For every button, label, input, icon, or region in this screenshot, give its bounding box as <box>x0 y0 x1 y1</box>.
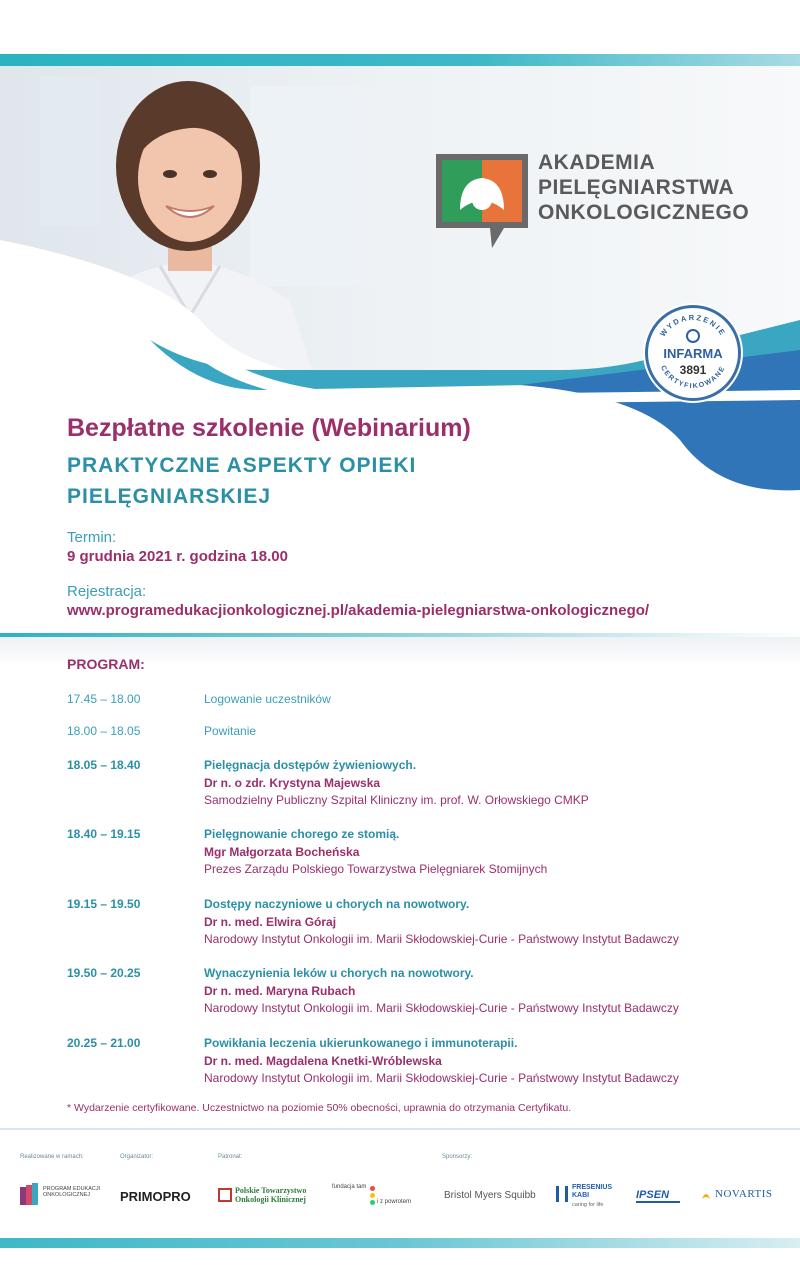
program-speaker: Dr n. o zdr. Krystyna Majewska <box>204 776 381 790</box>
bottom-accent-bar <box>0 1238 800 1248</box>
ipsen-text: IPSEN <box>636 1189 670 1201</box>
logo-line-1: AKADEMIA <box>538 151 656 174</box>
footer-label-sponsorzy: Sponsorzy: <box>442 1154 473 1160</box>
program-time: 17.45 – 18.00 <box>67 692 141 706</box>
date-value: 9 grudnia 2021 r. godzina 18.00 <box>67 548 288 565</box>
program-speaker: Mgr Małgorzata Bocheńska <box>204 845 360 859</box>
registration-link[interactable]: www.programedukacjionkologicznej.pl/akademia-pielegniarstwa-onkologicznego/ <box>67 602 650 619</box>
program-institution: Narodowy Instytut Onkologii im. Marii Skłodowskiej-Curie - Państwowy Instytut Badawczy <box>204 1071 679 1085</box>
nurse-cap-icon <box>432 150 532 250</box>
certification-badge <box>645 305 741 401</box>
novartis-flame-icon <box>700 1189 712 1201</box>
program-topic: Dostępy naczyniowe u chorych na nowotwory. <box>204 897 470 911</box>
program-institution: Narodowy Instytut Onkologii im. Marii Skłodowskiej-Curie - Państwowy Instytut Badawczy <box>204 1001 679 1015</box>
ptok-line-2: Onkologii Klinicznej <box>235 1195 306 1204</box>
badge-number: 3891 <box>679 363 707 377</box>
program-time: 18.00 – 18.05 <box>67 724 141 738</box>
program-topic: Powikłania leczenia ukierunkowanego i immunoterapii. <box>204 1036 518 1050</box>
program-topic: Logowanie uczestników <box>204 692 331 706</box>
program-topic: Wynaczynienia leków u chorych na nowotwory. <box>204 966 474 980</box>
ptok-mark-icon <box>218 1188 232 1202</box>
program-topic: Pielęgnowanie chorego ze stomią. <box>204 827 400 841</box>
akademia-logo <box>432 150 772 260</box>
dot-icon <box>370 1200 375 1205</box>
footer-label-realizowane: Realizowane w ramach: <box>20 1154 84 1160</box>
fresenius-tagline: caring for life <box>572 1202 604 1208</box>
date-label: Termin: <box>67 529 117 546</box>
program-institution: Samodzielny Publiczny Szpital Kliniczny im. prof. W. Orłowskiego CMKP <box>204 793 589 807</box>
program-time: 18.40 – 19.15 <box>67 827 141 841</box>
program-institution: Narodowy Instytut Onkologii im. Marii Skłodowskiej-Curie - Państwowy Instytut Badawczy <box>204 932 679 946</box>
program-speaker: Dr n. med. Magdalena Knetki-Wróblewska <box>204 1054 442 1068</box>
book-icon <box>20 1183 40 1205</box>
program-heading: PROGRAM: <box>67 656 145 672</box>
ped-text: PROGRAM EDUKACJI ONKOLOGICZNEJ <box>43 1186 101 1198</box>
ipsen-underline <box>636 1201 680 1203</box>
event-main-title: PRAKTYCZNE ASPEKTY OPIEKI PIELĘGNIARSKIEJ <box>67 454 417 508</box>
top-accent-bar <box>0 54 800 66</box>
program-topic: Pielęgnacja dostępów żywieniowych. <box>204 758 417 772</box>
footer-label-patronat: Patronat: <box>218 1154 243 1160</box>
program-time: 20.25 – 21.00 <box>67 1036 141 1050</box>
fresenius-line-2: KABI <box>572 1192 590 1199</box>
dot-icon <box>370 1186 375 1191</box>
primopro-logo: PRIMOPRO <box>120 1189 191 1204</box>
badge-bottom-text: CERTYFIKOWANE <box>659 364 727 391</box>
footer-divider <box>0 1128 800 1130</box>
fresenius-mark-icon <box>556 1186 568 1202</box>
registration-label: Rejestracja: <box>67 583 147 600</box>
badge-name: INFARMA <box>663 346 723 361</box>
footer-label-organizator: Organizator: <box>120 1154 154 1160</box>
ptok-line-1: Polskie Towarzystwo <box>235 1186 307 1195</box>
certification-footnote: * Wydarzenie certyfikowane. Uczestnictwo na poziomie 50% obecności, uprawnia do otrzymania Certyfikatu. <box>67 1102 572 1114</box>
dot-icon <box>370 1193 375 1198</box>
novartis-text: NOVARTIS <box>715 1188 773 1200</box>
bms-logo: Bristol Myers Squibb <box>444 1190 536 1201</box>
logo-line-3: ONKOLOGICZNEGO <box>538 201 750 224</box>
program-institution: Prezes Zarządu Polskiego Towarzystwa Pielęgniarek Stomijnych <box>204 862 548 876</box>
badge-top-text: WYDARZENIE <box>658 312 728 339</box>
fresenius-line-1: FRESENIUS <box>572 1184 613 1191</box>
program-speaker: Dr n. med. Maryna Rubach <box>204 984 356 998</box>
event-type-title: Bezpłatne szkolenie (Webinarium) <box>67 414 471 442</box>
fundacja-line-1: fundacja tam <box>332 1184 367 1190</box>
logo-wordmark <box>538 150 749 225</box>
svg-text:WYDARZENIE <box>658 313 728 338</box>
fundacja-line-2: i z powrotem <box>377 1199 412 1205</box>
program-time: 19.15 – 19.50 <box>67 897 141 911</box>
program-speaker: Dr n. med. Elwira Góraj <box>204 915 337 929</box>
program-topic: Powitanie <box>204 724 257 738</box>
program-time: 19.50 – 20.25 <box>67 966 141 980</box>
logo-line-2: PIELĘGNIARSTWA <box>538 176 735 199</box>
program-time: 18.05 – 18.40 <box>67 758 141 772</box>
